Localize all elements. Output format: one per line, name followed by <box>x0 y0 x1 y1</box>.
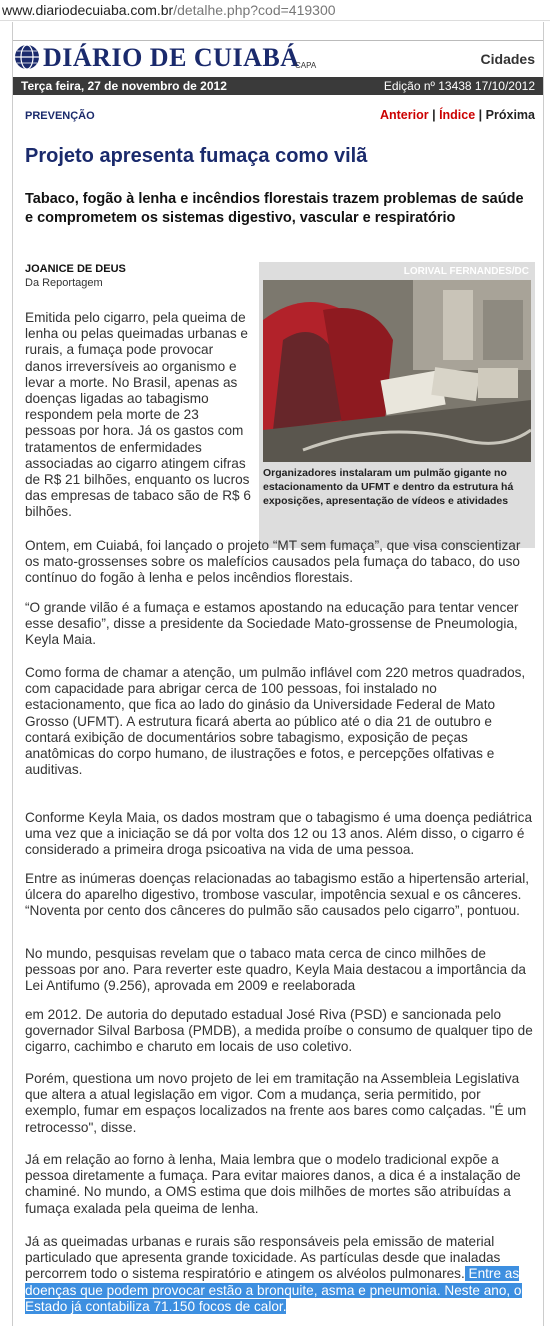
url-path: /detalhe.php?cod=419300 <box>173 2 336 18</box>
author-agency: Da Reportagem <box>25 277 103 289</box>
article-paragraph: em 2012. De autoria do deputado estadual José Riva (PSD) e sancionada pelo governador Silval Barbosa (PMDB), a medida proíbe o consumo de qualquer tipo de cigarro, cachimbo e charuto em locais de uso coletivo. <box>25 1007 533 1055</box>
section-title: Cidades <box>480 51 535 67</box>
masthead <box>13 40 543 75</box>
article-paragraph: Ontem, em Cuiabá, foi lançado o projeto “MT sem fumaça”, que visa conscientizar os mato-grossenses sobre os malefícios causados pela fumaça do tabaco, do uso contínuo do fogão à lenha e pelos incêndios florestais. <box>25 538 521 586</box>
article-paragraph-last <box>25 1234 533 1315</box>
url-host: www.diariodecuiaba.com.br <box>2 2 174 18</box>
capa-link[interactable]: CAPA <box>295 61 317 70</box>
globe-logo-icon <box>13 43 41 71</box>
author-name: JOANICE DE DEUS <box>25 263 126 275</box>
article-paragraph: No mundo, pesquisas revelam que o tabaco mata cerca de cinco milhões de pessoas por ano. Para reverter este quadro, Keyla Maia destacou a importância da Lei Antifumo (9.256), aprovada em 2009 e reelaborada <box>25 946 526 994</box>
nav-separator: | <box>478 108 483 122</box>
date-bar <box>13 77 543 95</box>
address-bar[interactable] <box>0 0 550 21</box>
article-subheadline: Tabaco, fogão à lenha e incêndios florestais trazem problemas de saúde e comprometem os sistemas digestivo, vascular e respiratório <box>25 191 524 226</box>
article-headline: Projeto apresenta fumaça como vilã <box>25 145 368 167</box>
current-date: Terça feira, 27 de novembro de 2012 <box>21 79 227 93</box>
brand-logo[interactable]: DIÁRIO DE CUIABÁ <box>43 43 300 72</box>
photo-box <box>259 262 535 548</box>
edition-info: Edição nº 13438 17/10/2012 <box>383 79 535 93</box>
article-paragraph: Entre as inúmeras doenças relacionadas ao tabagismo estão a hipertensão arterial, úlcera do aparelho digestivo, trombose vascular, impotência sexual e os cânceres. “Noventa por cento dos cânceres do pulmão são causados pelo cigarro”, pontuou. <box>25 871 530 919</box>
article-nav <box>380 108 535 122</box>
article-paragraph: Conforme Keyla Maia, os dados mostram que o tabagismo é uma doença pediátrica uma vez que a iniciação se dá por volta dos 12 ou 13 anos. Além disso, o cigarro é considerado a primeira droga psicoativa na vida de uma pessoa. <box>25 810 533 858</box>
nav-separator: | <box>432 108 436 122</box>
index-link[interactable]: Índice <box>439 108 476 122</box>
selected-text: Entre as doenças que podem provocar estão a bronquite, asma e pneumonia. Neste ano, o Estado já contabiliza 71.150 focos de calor. <box>25 1266 522 1314</box>
news-page <box>12 22 544 1326</box>
article-paragraph: Já em relação ao forno à lenha, Maia lembra que o modelo tradicional expõe a pessoa diretamente a fumaça. Para evitar maiores danos, a dica é a instalação de chaminé. No mundo, a OMS estima que dois milhões de mortes são atribuídas a fumaça exalada pela queima de lenha. <box>25 1152 521 1216</box>
last-paragraph-text: Já as queimadas urbanas e rurais são responsáveis pela emissão de material particulado que apresenta grande toxicidade. As partículas desde que inaladas percorrem todo o sistema respiratório e atingem os alvéolos pulmonares. <box>25 1234 501 1282</box>
photo-credit: LORIVAL FERNANDES/DC <box>403 266 529 277</box>
photo-caption: Organizadores instalaram um pulmão gigante no estacionamento da UFMT e dentro da estrutura há exposições, apresentação de vídeos e atividades <box>263 467 514 507</box>
article-paragraph: Emitida pelo cigarro, pela queima de lenha ou pelas queimadas urbanas e rurais, a fumaça pode provocar danos irreversíveis ao organismo e levar a morte. No Brasil, apenas as doenças ligadas ao tabagismo respondem pela morte de 23 pessoas por hora. Já os gastos com tratamentos de enfermidades associadas ao cigarro atingem cifras de R$ 21 bilhões, enquanto os lucros das empresas de tabaco são de R$ 6 bilhões. <box>25 310 251 520</box>
article-photo[interactable] <box>263 280 531 462</box>
article-paragraph: Porém, questiona um novo projeto de lei em tramitação na Assembleia Legislativa que altera a atual legislação em vigor. Com a mudança, seria permitido, por exemplo, fumar em espaços localizados na frente aos bares como calçadas. "É um retrocesso", disse. <box>25 1071 527 1135</box>
prev-link[interactable]: Anterior <box>379 108 429 122</box>
inflatable-lung-image <box>263 280 531 462</box>
article-kicker: PREVENÇÃO <box>25 110 95 122</box>
article-paragraph: “O grande vilão é a fumaça e estamos apostando na educação para tentar vencer esse desafio”, disse a presidente da Sociedade Mato-grossense de Pneumologia, Keyla Maia. <box>25 600 519 648</box>
article-paragraph: Como forma de chamar a atenção, um pulmão inflável com 220 metros quadrados, com capacidade para abrigar cerca de 100 pessoas, foi instalado no estacionamento, que fica ao lado do ginásio da Universidade Federal de Mato Grosso (UFMT). A estrutura ficará aberta ao público até o dia 21 de outubro e contará exibição de documentários sobre tabagismo, exposição de peças anatômicas do corpo humano, de ilustrações e fotos, e percepções olfativas e auditivas. <box>25 665 526 778</box>
next-link[interactable]: Próxima <box>485 108 535 122</box>
